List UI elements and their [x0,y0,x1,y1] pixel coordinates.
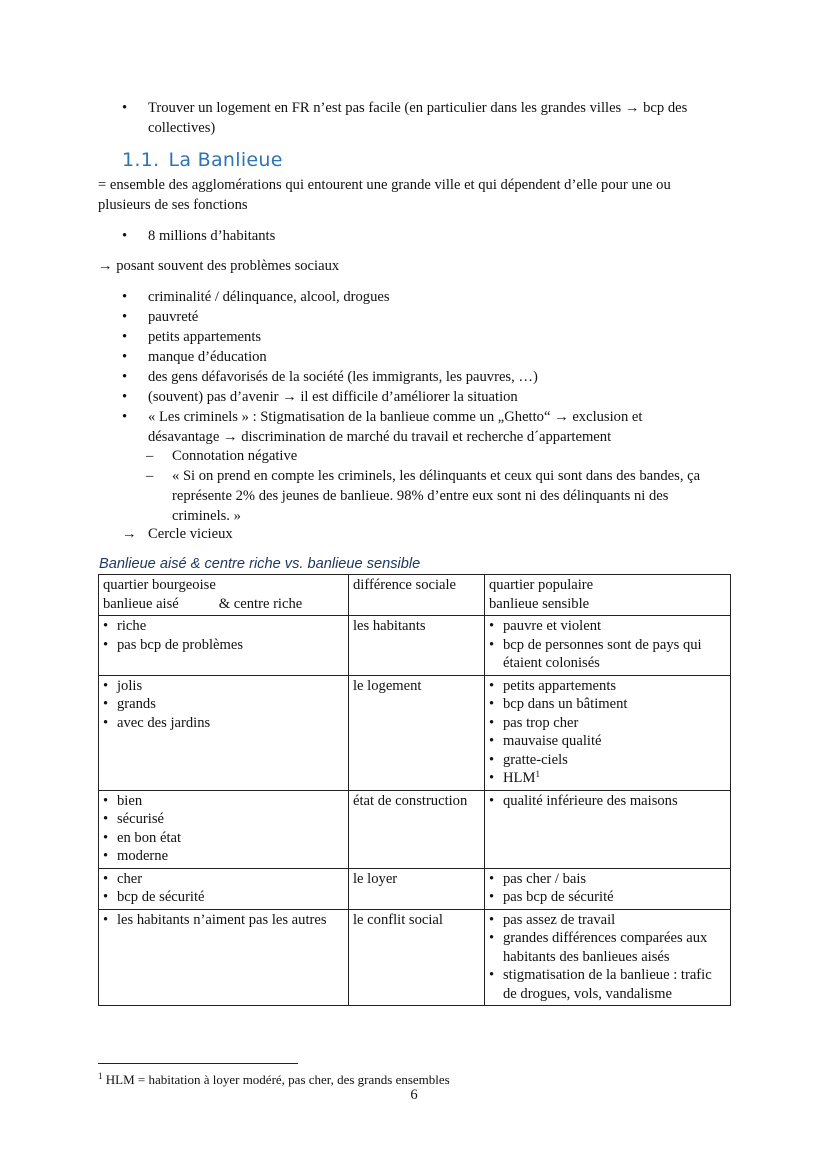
table-row [99,675,731,790]
list-item: • cher [103,870,344,889]
intro-bullet-line1: Trouver un logement en FR n’est pas facile (en particulier dans les grandes villes → bcp des [148,100,688,116]
list-item: • bcp de sécurité [103,888,344,907]
connotation-text: Connotation négative [172,448,298,464]
cell-left [99,675,349,790]
list-item: • gratte-ciels [489,751,726,770]
bullet-dot: • [122,409,128,425]
footnote-separator [98,1063,298,1064]
cell-left [99,868,349,909]
cell-right [485,868,731,909]
definition-line1: = ensemble des agglomérations qui entourent une grande ville et qui dépendent d’elle pour une ou [98,177,671,193]
cell-right [485,616,731,676]
comparison-table [98,574,731,1006]
list-item: • pauvre et violent [489,617,726,636]
footnote-mark: 1 [98,1071,103,1081]
conclusion-text: Cercle vicieux [148,526,233,542]
bullet-dot: • [122,289,128,305]
arrow-icon: → [122,526,137,542]
bullet-dot: • [122,100,128,116]
problem-text: criminalité / délinquance, alcool, drogues [148,289,390,305]
section-title: La Banlieue [168,149,283,171]
criminals-line2: désavantage → discrimination de marché du travail et recherche d´appartement [148,429,612,445]
header-cell-middle: différence sociale [349,575,485,616]
dash-mark: – [146,448,154,464]
page-number: 6 [410,1087,418,1103]
cell-left [99,909,349,1006]
hlm-text: HLM [503,770,536,786]
problem-text: petits appartements [148,329,262,345]
quote-line1: « Si on prend en compte les criminels, les délinquants et ceux qui sont dans des bandes, ça [172,468,701,484]
list-item: • pas bcp de problèmes [103,636,344,655]
quote-line3: criminels. » [172,508,241,524]
list-item: • petits appartements [489,677,726,696]
header-cell-right [485,575,731,616]
cell-middle: le conflit social [349,909,485,1006]
list-item: • grands [103,695,344,714]
header-cell-left [99,575,349,616]
section-number: 1.1. [122,149,160,171]
header-left-line2 [103,595,344,614]
header-right-line2: banlieue sensible [489,595,590,612]
table-title: Banlieue aisé & centre riche vs. banlieue sensible [99,556,421,572]
cell-middle: le logement [349,675,485,790]
list-item: • pas trop cher [489,714,726,733]
bullet-dot: • [122,309,128,325]
problem-text: (souvent) pas d’avenir → il est difficile d’améliorer la situation [148,389,518,405]
list-item: • avec des jardins [103,714,344,733]
criminals-line1: « Les criminels » : Stigmatisation de la banlieue comme un „Ghetto“ → exclusion et [148,409,643,425]
table-row [99,868,731,909]
bullet-dot: • [122,329,128,345]
intro-bullet-line2: collectives) [148,120,216,136]
cell-left [99,790,349,868]
header-left-line2a: banlieue aisé [103,595,179,612]
bullet-dot: • [122,349,128,365]
list-item: • pas bcp de sécurité [489,888,726,907]
cell-right [485,909,731,1006]
list-item: • sécurisé [103,810,344,829]
footnote-ref: 1 [535,769,540,779]
cell-middle: les habitants [349,616,485,676]
list-item: • les habitants n’aiment pas les autres [103,911,344,930]
quote-line2: représente 2% des jeunes de banlieue. 98% d’entre eux sont ni des délinquants ni des [172,488,669,504]
bullet-dot: • [122,228,128,244]
list-item: • bcp de personnes sont de pays qui étaient colonisés [489,636,726,673]
header-left-line1: quartier bourgeoise [103,577,216,593]
header-left-line2b: & centre riche [218,595,303,612]
bullet-dot: • [122,369,128,385]
population-text: 8 millions d’habitants [148,228,276,244]
list-item: • stigmatisation de la banlieue : trafic de drogues, vols, vandalisme [489,966,726,1003]
problem-text: des gens défavorisés de la société (les immigrants, les pauvres, …) [148,369,538,385]
table-row [99,790,731,868]
definition-line2: plusieurs de ses fonctions [98,197,248,213]
list-item: • mauvaise qualité [489,732,726,751]
list-item: • bien [103,792,344,811]
footnote-text: HLM = habitation à loyer modéré, pas cher, des grands ensembles [105,1072,450,1087]
cell-middle: état de construction [349,790,485,868]
bullet-dot: • [122,389,128,405]
list-item: • grandes différences comparées aux habitants des banlieues aisés [489,929,726,966]
cell-right [485,675,731,790]
table-row [99,909,731,1006]
table-row [99,616,731,676]
list-item: • pas assez de travail [489,911,726,930]
cell-left [99,616,349,676]
dash-mark: – [146,468,154,484]
cell-middle: le loyer [349,868,485,909]
list-item: • riche [103,617,344,636]
table-header-row [99,575,731,616]
header-right-line1: quartier populaire [489,577,594,593]
list-item: • bcp dans un bâtiment [489,695,726,714]
problems-intro: → posant souvent des problèmes sociaux [98,258,340,274]
list-item: • jolis [103,677,344,696]
list-item: • qualité inférieure des maisons [489,792,726,811]
section-heading [122,147,283,173]
list-item: • moderne [103,847,344,866]
list-item-hlm [489,769,726,788]
problem-text: manque d’éducation [148,349,267,365]
list-item: • en bon état [103,829,344,848]
list-item: • pas cher / bais [489,870,726,889]
problem-text: pauvreté [148,309,199,325]
cell-right [485,790,731,868]
